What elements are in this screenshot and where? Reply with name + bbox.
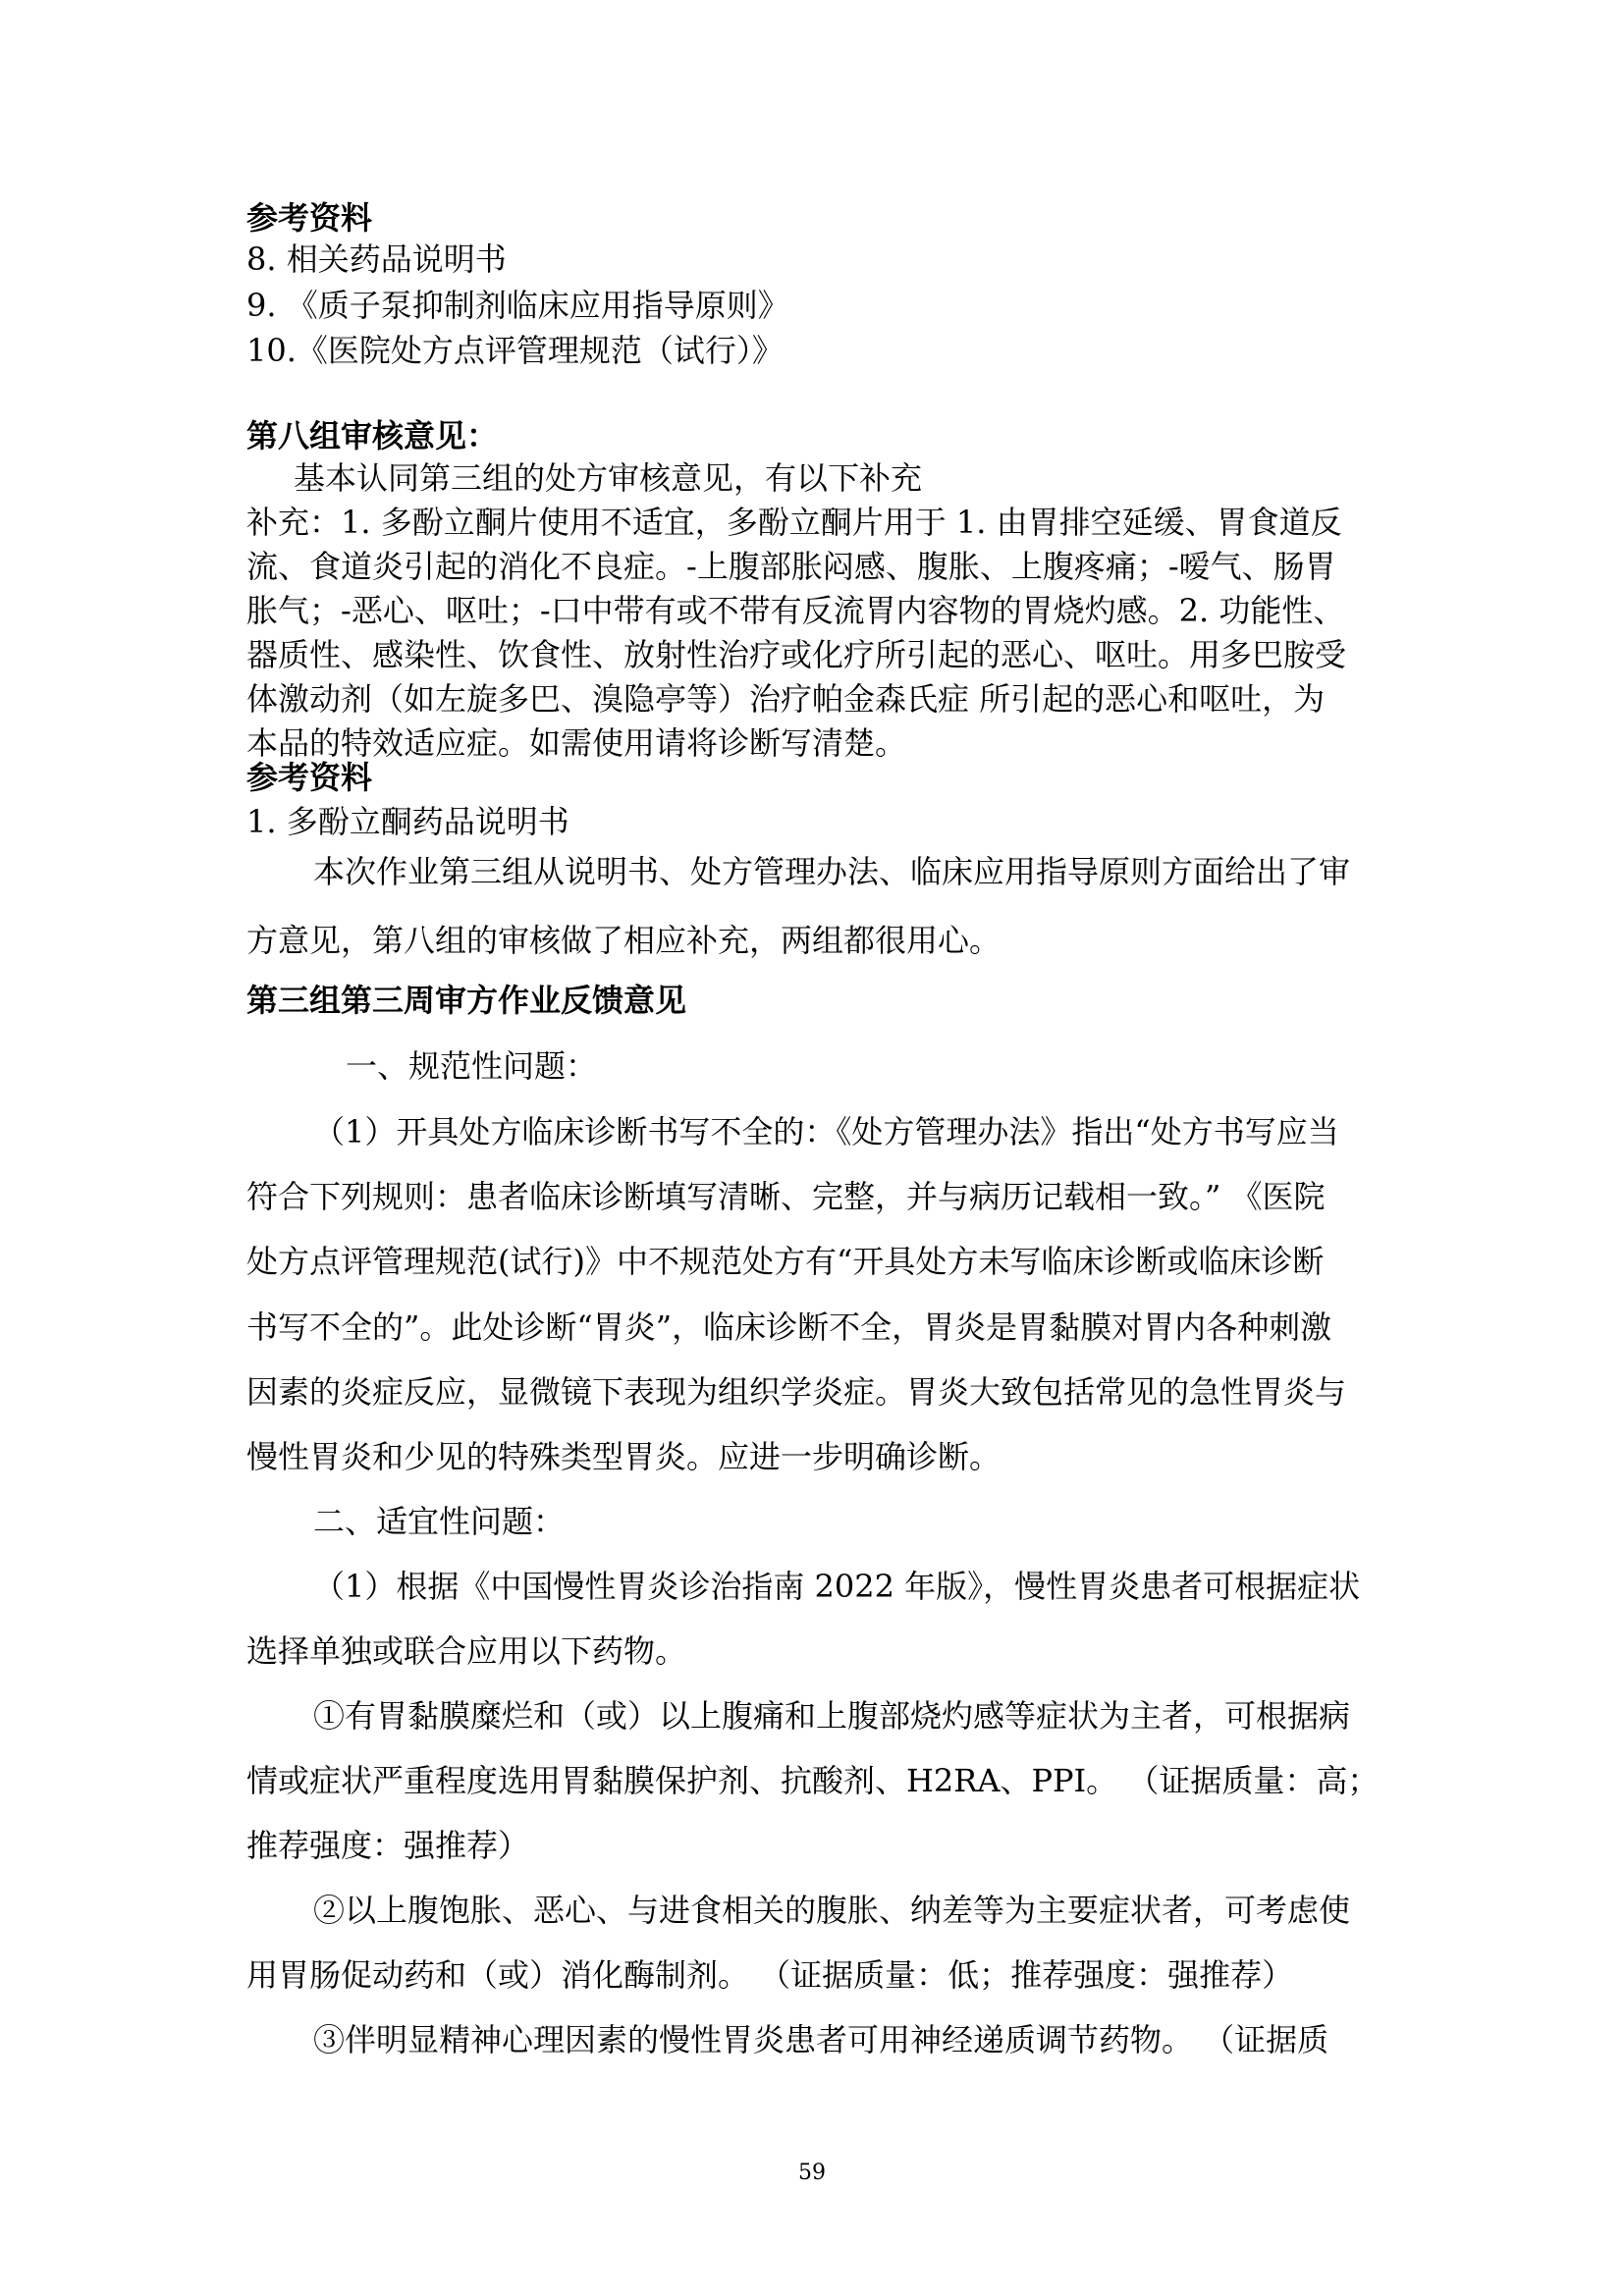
body-line: 符合下列规则：患者临床诊断填写清晰、完整，并与病历记载相一致。” 《医院 [246, 1178, 1326, 1215]
body-line: 推荐强度：强推荐） [246, 1827, 530, 1864]
subheading-suitability: 二、适宜性问题： [313, 1503, 566, 1540]
body-line: ②以上腹饱胀、恶心、与进食相关的腹胀、纳差等为主要症状者，可考虑使 [313, 1892, 1351, 1929]
body-line: ③伴明显精神心理因素的慢性胃炎患者可用神经递质调节药物。 （证据质 [313, 2021, 1329, 2058]
body-line: 基本认同第三组的处方审核意见，有以下补充 [294, 459, 923, 497]
summary-line: 本次作业第三组从说明书、处方管理办法、临床应用指导原则方面给出了审 [313, 853, 1351, 890]
section-heading-references-2: 参考资料 [246, 759, 373, 796]
body-line: 体激动剂（如左旋多巴、溴隐亭等）治疗帕金森氏症 所引起的恶心和呕吐，为 [246, 680, 1326, 718]
body-line: 选择单独或联合应用以下药物。 [246, 1632, 687, 1670]
page-number: 59 [798, 2161, 826, 2185]
body-line: 因素的炎症反应，显微镜下表现为组织学炎症。胃炎大致包括常见的急性胃炎与 [246, 1373, 1347, 1411]
reference-item: 9. 《质子泵抑制剂临床应用指导原则》 [246, 287, 789, 324]
body-line: 情或症状严重程度选用胃黏膜保护剂、抗酸剂、H2RA、PPI。 （证据质量：高； [246, 1762, 1380, 1799]
subheading-normative: 一、规范性问题： [346, 1047, 598, 1085]
body-line: 补充：1. 多酚立酮片使用不适宜，多酚立酮片用于 1. 由胃排空延缓、胃食道反 [246, 504, 1342, 541]
body-line: 流、食道炎引起的消化不良症。-上腹部胀闷感、腹胀、上腹疼痛；-嗳气、肠胃 [246, 548, 1336, 585]
summary-line: 方意见，第八组的审核做了相应补充，两组都很用心。 [246, 922, 1001, 959]
body-line: 处方点评管理规范(试行)》中不规范处方有“开具处方未写临床诊断或临床诊断 [246, 1243, 1325, 1280]
body-line: 慢性胃炎和少见的特殊类型胃炎。应进一步明确诊断。 [246, 1438, 1001, 1475]
reference-item: 1. 多酚立酮药品说明书 [246, 803, 569, 840]
body-line: （1）根据《中国慢性胃炎诊治指南 2022 年版》，慢性胃炎患者可根据症状 [313, 1568, 1361, 1605]
body-line: （1）开具处方临床诊断书写不全的：《处方管理办法》指出“处方书写应当 [313, 1113, 1339, 1150]
section-heading-group8: 第八组审核意见： [246, 417, 499, 454]
section-heading-feedback: 第三组第三周审方作业反馈意见 [246, 982, 687, 1019]
body-line: 书写不全的”。此处诊断“胃炎”，临床诊断不全，胃炎是胃黏膜对胃内各种刺激 [246, 1308, 1332, 1346]
section-heading-references: 参考资料 [246, 199, 373, 237]
reference-item: 10.《医院处方点评管理规范（试行）》 [246, 332, 784, 369]
body-line: ①有胃黏膜糜烂和（或）以上腹痛和上腹部烧灼感等症状为主者，可根据病 [313, 1697, 1351, 1735]
body-line: 用胃肠促动药和（或）消化酶制剂。 （证据质量：低；推荐强度：强推荐） [246, 1956, 1294, 1994]
body-line: 本品的特效适应症。如需使用请将诊断写清楚。 [246, 724, 907, 762]
body-line: 器质性、感染性、饮食性、放射性治疗或化疗所引起的恶心、呕吐。用多巴胺受 [246, 636, 1347, 673]
body-line: 胀气；-恶心、呕吐；-口中带有或不带有反流胃内容物的胃烧灼感。2. 功能性、 [246, 592, 1345, 629]
reference-item: 8. 相关药品说明书 [246, 240, 507, 278]
